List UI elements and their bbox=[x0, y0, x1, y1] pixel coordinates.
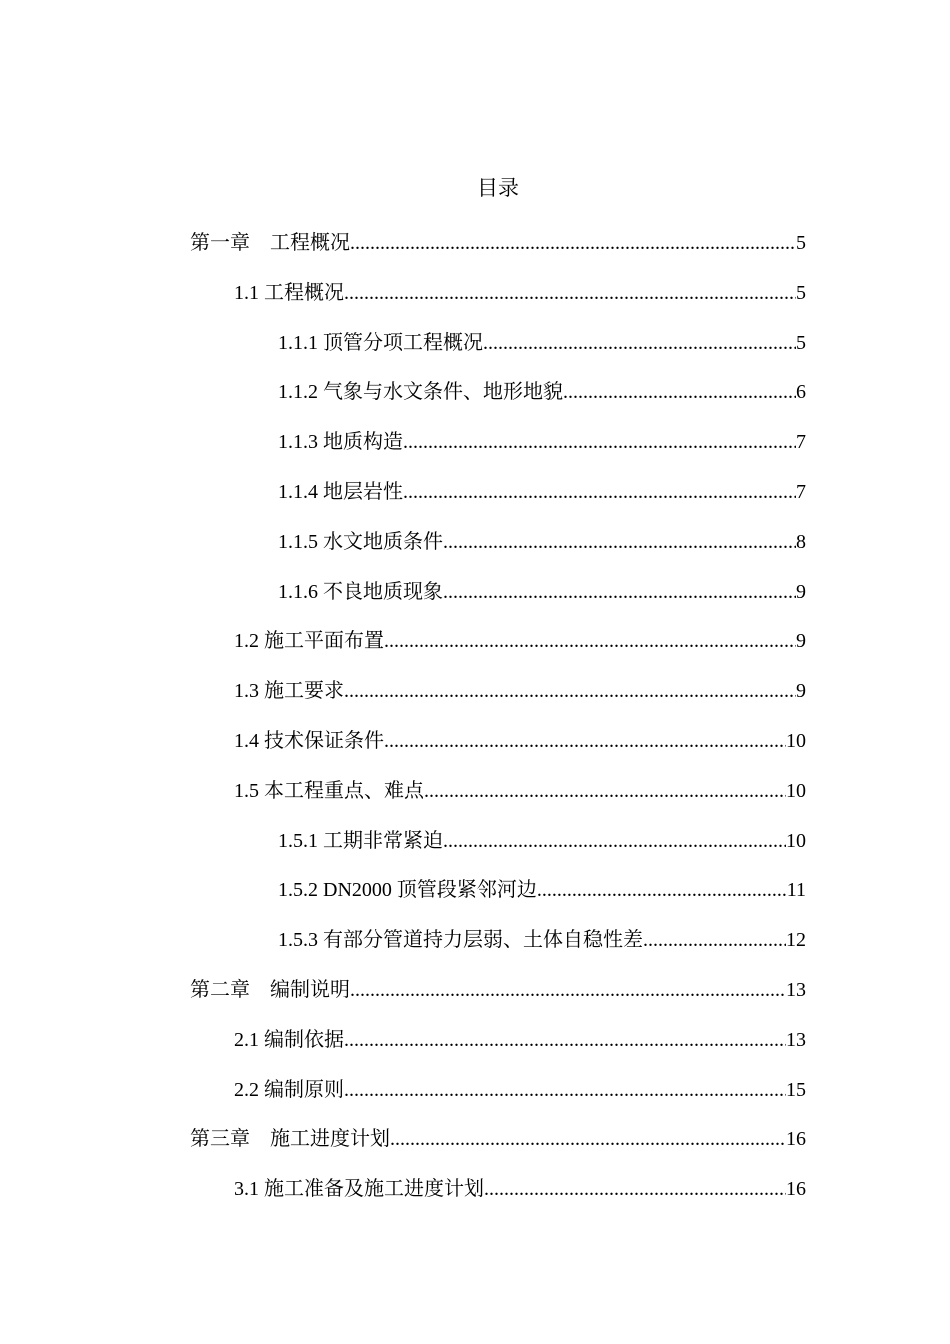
toc-entry[interactable] bbox=[190, 973, 806, 1023]
toc-dot-leader bbox=[424, 780, 786, 803]
toc-entry[interactable] bbox=[190, 674, 806, 724]
toc-dot-leader bbox=[403, 431, 796, 454]
toc-entry-label: 1.5.1 工期非常紧迫 bbox=[278, 829, 443, 852]
toc-dot-leader bbox=[344, 1029, 786, 1052]
toc-dot-leader bbox=[483, 332, 796, 355]
toc-entry[interactable] bbox=[190, 873, 806, 923]
toc-dot-leader bbox=[443, 581, 796, 604]
toc-page-number: 7 bbox=[796, 431, 806, 454]
toc-entry-label: 1.5 本工程重点、难点 bbox=[234, 779, 424, 802]
toc-page-number: 5 bbox=[796, 331, 806, 354]
toc-entry[interactable] bbox=[190, 824, 806, 874]
toc-entry[interactable] bbox=[190, 1073, 806, 1123]
toc-page-number: 5 bbox=[796, 232, 806, 254]
toc-entry[interactable] bbox=[190, 923, 806, 973]
toc-page-number: 13 bbox=[786, 978, 806, 1001]
toc-entry[interactable] bbox=[190, 774, 806, 824]
toc-dot-leader bbox=[350, 232, 796, 255]
toc-page-number: 11 bbox=[786, 879, 806, 902]
toc-entry-label: 第三章 施工进度计划 bbox=[190, 1128, 390, 1151]
toc-entry[interactable] bbox=[190, 475, 806, 525]
toc-page-number: 10 bbox=[786, 829, 806, 852]
toc-entry-label: 1.1.5 水文地质条件 bbox=[278, 530, 443, 553]
toc-entry[interactable] bbox=[190, 575, 806, 625]
toc-entry-label: 1.1.3 地质构造 bbox=[278, 431, 403, 454]
toc-dot-leader bbox=[344, 680, 796, 703]
toc-entry[interactable] bbox=[190, 1172, 806, 1222]
toc-entry-label: 1.2 施工平面布置 bbox=[234, 630, 384, 653]
toc-entry[interactable] bbox=[190, 375, 806, 425]
toc-dot-leader bbox=[563, 381, 796, 404]
toc-entry[interactable] bbox=[190, 425, 806, 475]
toc-entry-label: 1.1 工程概况 bbox=[234, 281, 344, 304]
toc-entry[interactable] bbox=[190, 724, 806, 774]
toc-entry-label: 1.5.3 有部分管道持力层弱、土体自稳性差 bbox=[278, 929, 643, 952]
toc-page-number: 5 bbox=[796, 281, 806, 304]
toc-page-number: 10 bbox=[786, 779, 806, 802]
toc-dot-leader bbox=[643, 929, 786, 952]
toc-page-number: 9 bbox=[796, 680, 806, 703]
toc-entry-label: 2.2 编制原则 bbox=[234, 1078, 344, 1101]
toc-dot-leader bbox=[443, 830, 786, 853]
toc-page-number: 9 bbox=[796, 630, 806, 653]
toc-dot-leader bbox=[537, 879, 787, 902]
toc-entry[interactable] bbox=[190, 276, 806, 326]
toc-entry-label: 1.1.6 不良地质现象 bbox=[278, 580, 443, 603]
toc-entry-label: 第二章 编制说明 bbox=[190, 978, 350, 1001]
toc-entry-label: 1.1.2 气象与水文条件、地形地貌 bbox=[278, 381, 563, 404]
toc-page-number: 16 bbox=[786, 1178, 806, 1201]
toc-page-number: 15 bbox=[786, 1078, 806, 1101]
toc-dot-leader bbox=[484, 1178, 786, 1201]
toc-entry[interactable] bbox=[190, 1122, 806, 1172]
toc-page-number: 8 bbox=[796, 530, 806, 553]
toc-entry[interactable] bbox=[190, 525, 806, 575]
toc-page-number: 13 bbox=[786, 1028, 806, 1051]
toc-entry-label: 3.1 施工准备及施工进度计划 bbox=[234, 1178, 484, 1201]
toc-page-number: 9 bbox=[796, 580, 806, 603]
toc-entry[interactable] bbox=[190, 1023, 806, 1073]
toc-dot-leader bbox=[350, 979, 786, 1002]
toc-page-number: 10 bbox=[786, 729, 806, 752]
toc-title: 目录 bbox=[477, 176, 519, 200]
toc-dot-leader bbox=[384, 630, 796, 653]
toc-entry-label: 1.4 技术保证条件 bbox=[234, 729, 384, 752]
toc-entry[interactable] bbox=[190, 326, 806, 376]
toc-entry-label: 2.1 编制依据 bbox=[234, 1028, 344, 1051]
toc-entry-label: 1.1.1 顶管分项工程概况 bbox=[278, 331, 483, 354]
toc-dot-leader bbox=[390, 1128, 786, 1151]
toc-entry-label: 第一章 工程概况 bbox=[190, 232, 350, 254]
toc-page-number: 6 bbox=[796, 381, 806, 404]
toc-dot-leader bbox=[443, 531, 796, 554]
toc-entry-label: 1.3 施工要求 bbox=[234, 680, 344, 703]
toc-dot-leader bbox=[344, 282, 796, 305]
table-of-contents bbox=[190, 226, 806, 1222]
toc-entry-label: 1.1.4 地层岩性 bbox=[278, 480, 403, 503]
toc-dot-leader bbox=[344, 1079, 786, 1102]
toc-page-number: 7 bbox=[796, 480, 806, 503]
toc-dot-leader bbox=[384, 730, 786, 753]
toc-entry-label: 1.5.2 DN2000 顶管段紧邻河边 bbox=[278, 879, 537, 902]
toc-dot-leader bbox=[403, 481, 796, 504]
toc-entry[interactable] bbox=[190, 226, 806, 276]
toc-page-number: 12 bbox=[786, 929, 806, 952]
toc-entry[interactable] bbox=[190, 624, 806, 674]
toc-page-number: 16 bbox=[786, 1128, 806, 1151]
